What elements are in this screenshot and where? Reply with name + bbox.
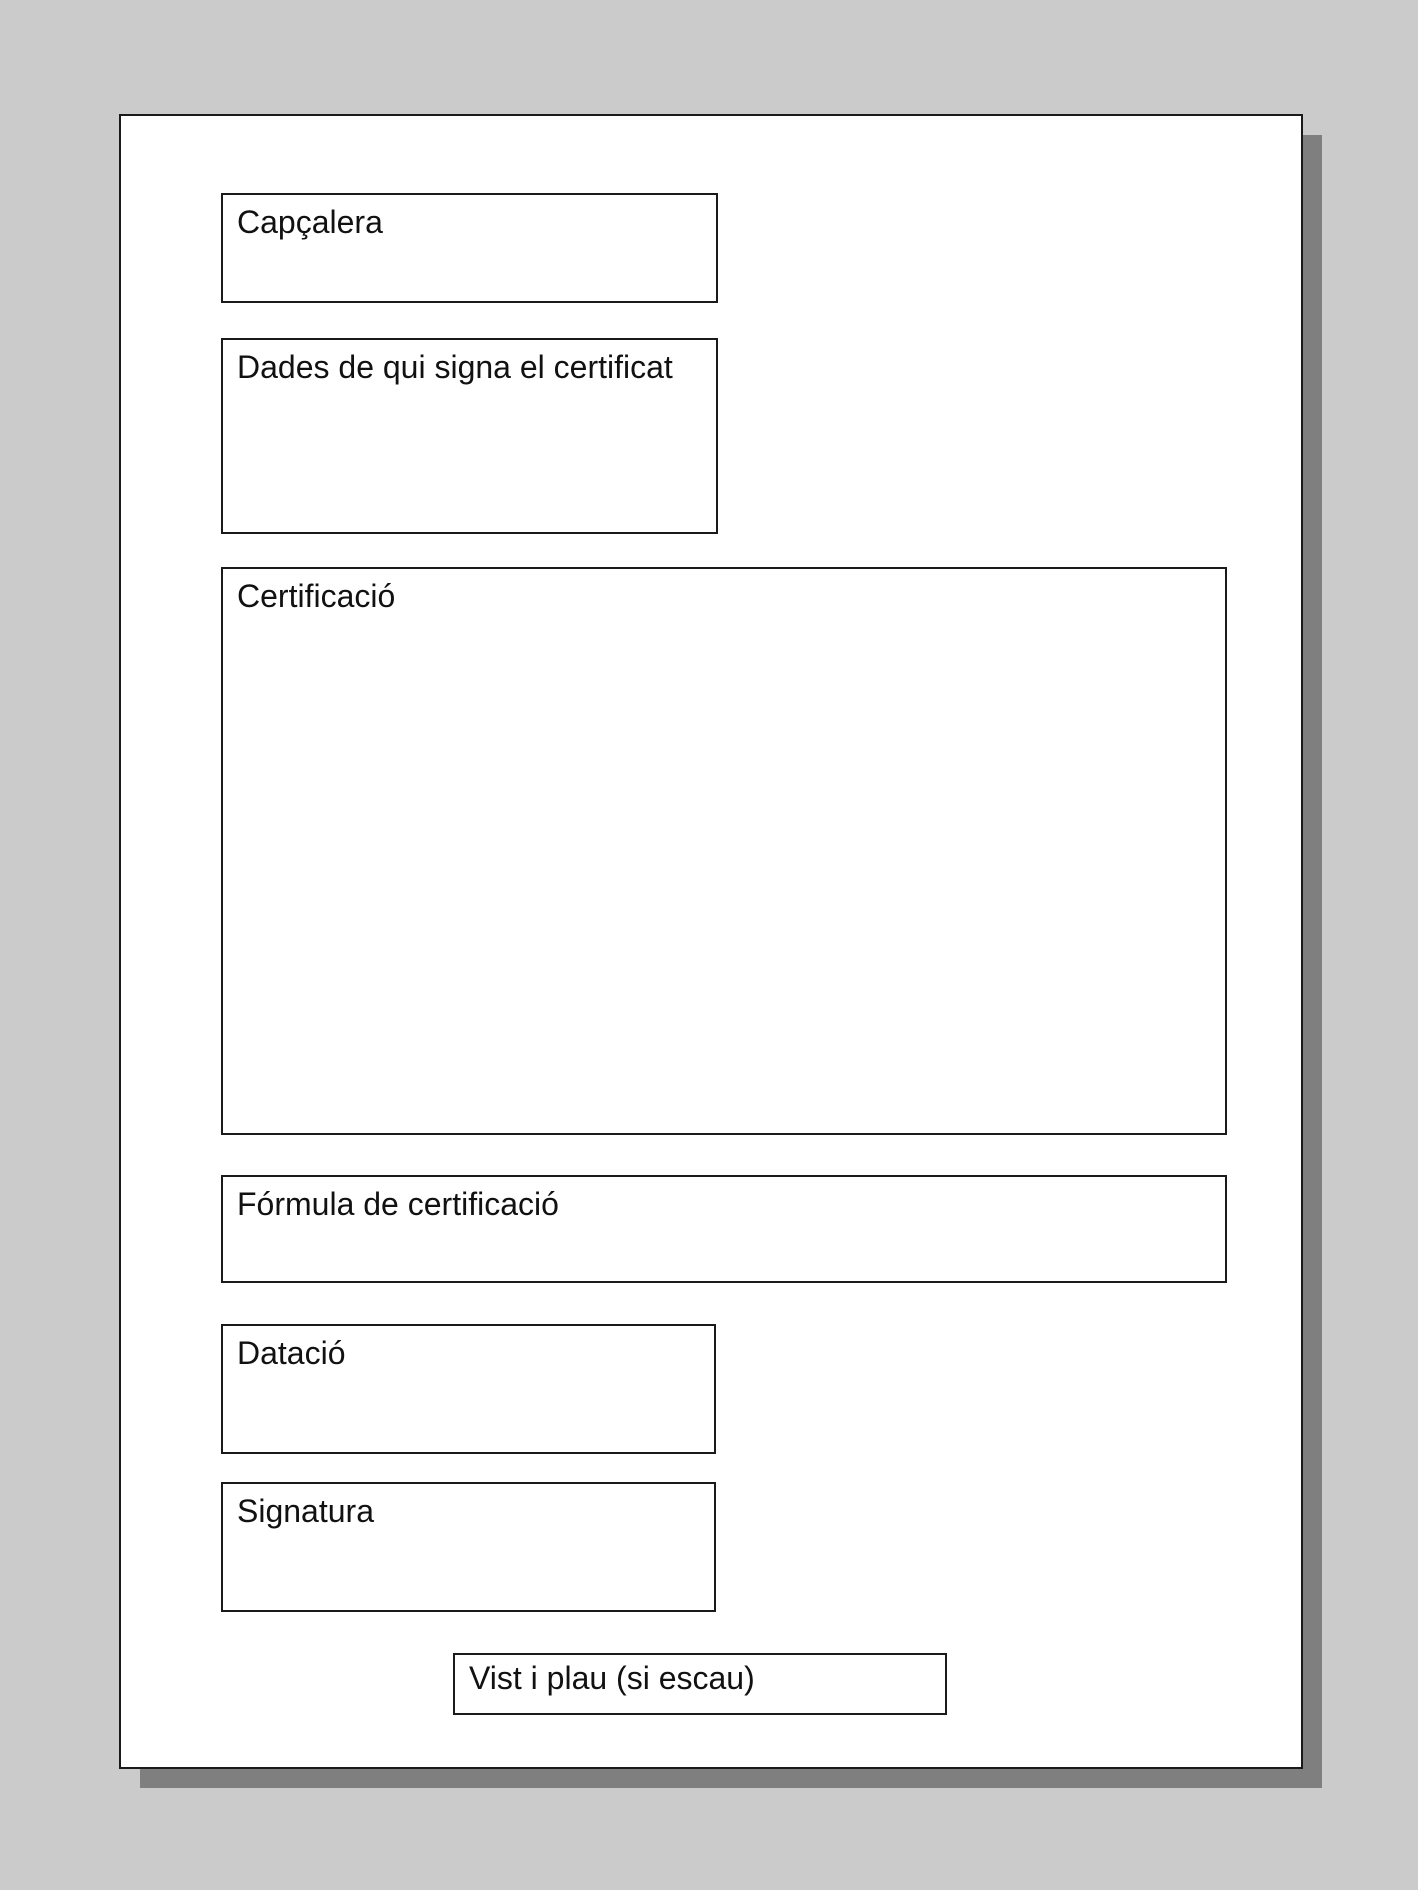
document-page bbox=[119, 114, 1303, 1769]
header-label: Capçalera bbox=[237, 204, 383, 240]
approval-label: Vist i plau (si escau) bbox=[469, 1660, 755, 1696]
dating-box bbox=[221, 1324, 716, 1454]
signature-label: Signatura bbox=[237, 1493, 374, 1529]
certification-label: Certificació bbox=[237, 578, 396, 614]
certification-box bbox=[221, 567, 1227, 1135]
signer-data-label: Dades de qui signa el certificat bbox=[237, 349, 673, 385]
approval-box bbox=[453, 1653, 947, 1715]
signer-data-box bbox=[221, 338, 718, 534]
certification-formula-box bbox=[221, 1175, 1227, 1283]
header-box bbox=[221, 193, 718, 303]
signature-box bbox=[221, 1482, 716, 1612]
dating-label: Datació bbox=[237, 1335, 346, 1371]
certification-formula-label: Fórmula de certificació bbox=[237, 1186, 559, 1222]
